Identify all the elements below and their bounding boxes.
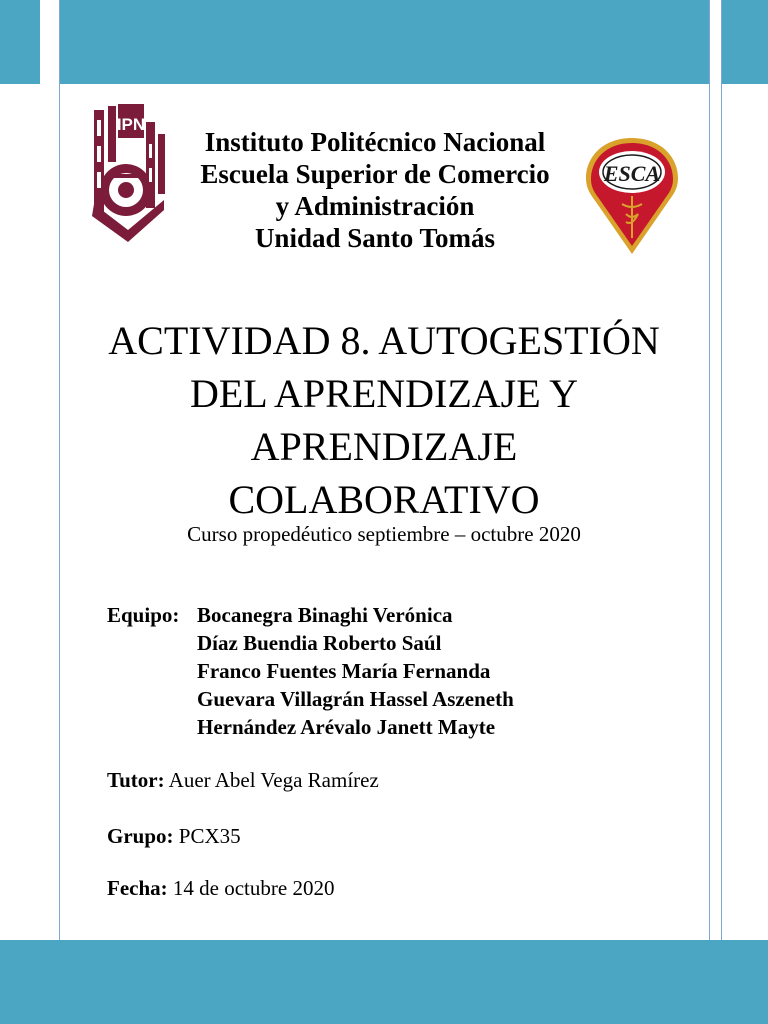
grupo-line [107, 822, 241, 850]
ipn-logo [88, 104, 168, 244]
team-list [107, 601, 514, 741]
grupo-value: PCX35 [178, 824, 241, 848]
tutor-label: Tutor: [107, 768, 165, 792]
team-row [107, 601, 514, 629]
border-line-right [709, 0, 710, 940]
team-member: Díaz Buendia Roberto Saúl [197, 631, 442, 655]
header-band-right [721, 0, 768, 84]
tutor-line [107, 766, 379, 794]
header-band-left [0, 0, 40, 84]
institution-line: Escuela Superior de Comercio [200, 159, 550, 189]
title-line: APRENDIZAJE [250, 424, 518, 469]
fecha-line [107, 874, 334, 902]
tutor-value: Auer Abel Vega Ramírez [168, 768, 379, 792]
title-line: DEL APRENDIZAJE Y [189, 371, 579, 416]
header-band [59, 0, 709, 84]
team-row [107, 657, 514, 685]
svg-text:ESCA: ESCA [603, 161, 661, 186]
title-line: COLABORATIVO [228, 477, 540, 522]
fecha-label: Fecha: [107, 876, 168, 900]
institution-heading [170, 126, 580, 254]
course-subtitle: Curso propedéutico septiembre – octubre 2020 [187, 522, 581, 546]
border-line-outer [721, 0, 722, 940]
institution-line: Unidad Santo Tomás [254, 223, 496, 253]
team-member: Hernández Arévalo Janett Mayte [197, 715, 496, 739]
institution-line: Instituto Politécnico Nacional [204, 127, 546, 157]
footer-band [0, 940, 768, 1024]
esca-logo [584, 134, 680, 256]
team-member: Bocanegra Binaghi Verónica [197, 603, 453, 627]
institution-line: y Administración [275, 191, 475, 221]
team-member: Guevara Villagrán Hassel Aszeneth [197, 687, 514, 711]
team-label: Equipo: [107, 603, 180, 627]
border-line-left [59, 0, 60, 940]
team-row [107, 713, 514, 741]
document-title [80, 314, 688, 526]
svg-text:IPN: IPN [116, 115, 146, 134]
team-row [107, 685, 514, 713]
fecha-value: 14 de octubre 2020 [172, 876, 335, 900]
title-line: ACTIVIDAD 8. AUTOGESTIÓN [108, 318, 660, 363]
team-member: Franco Fuentes María Fernanda [197, 659, 491, 683]
team-row [107, 629, 514, 657]
grupo-label: Grupo: [107, 824, 174, 848]
